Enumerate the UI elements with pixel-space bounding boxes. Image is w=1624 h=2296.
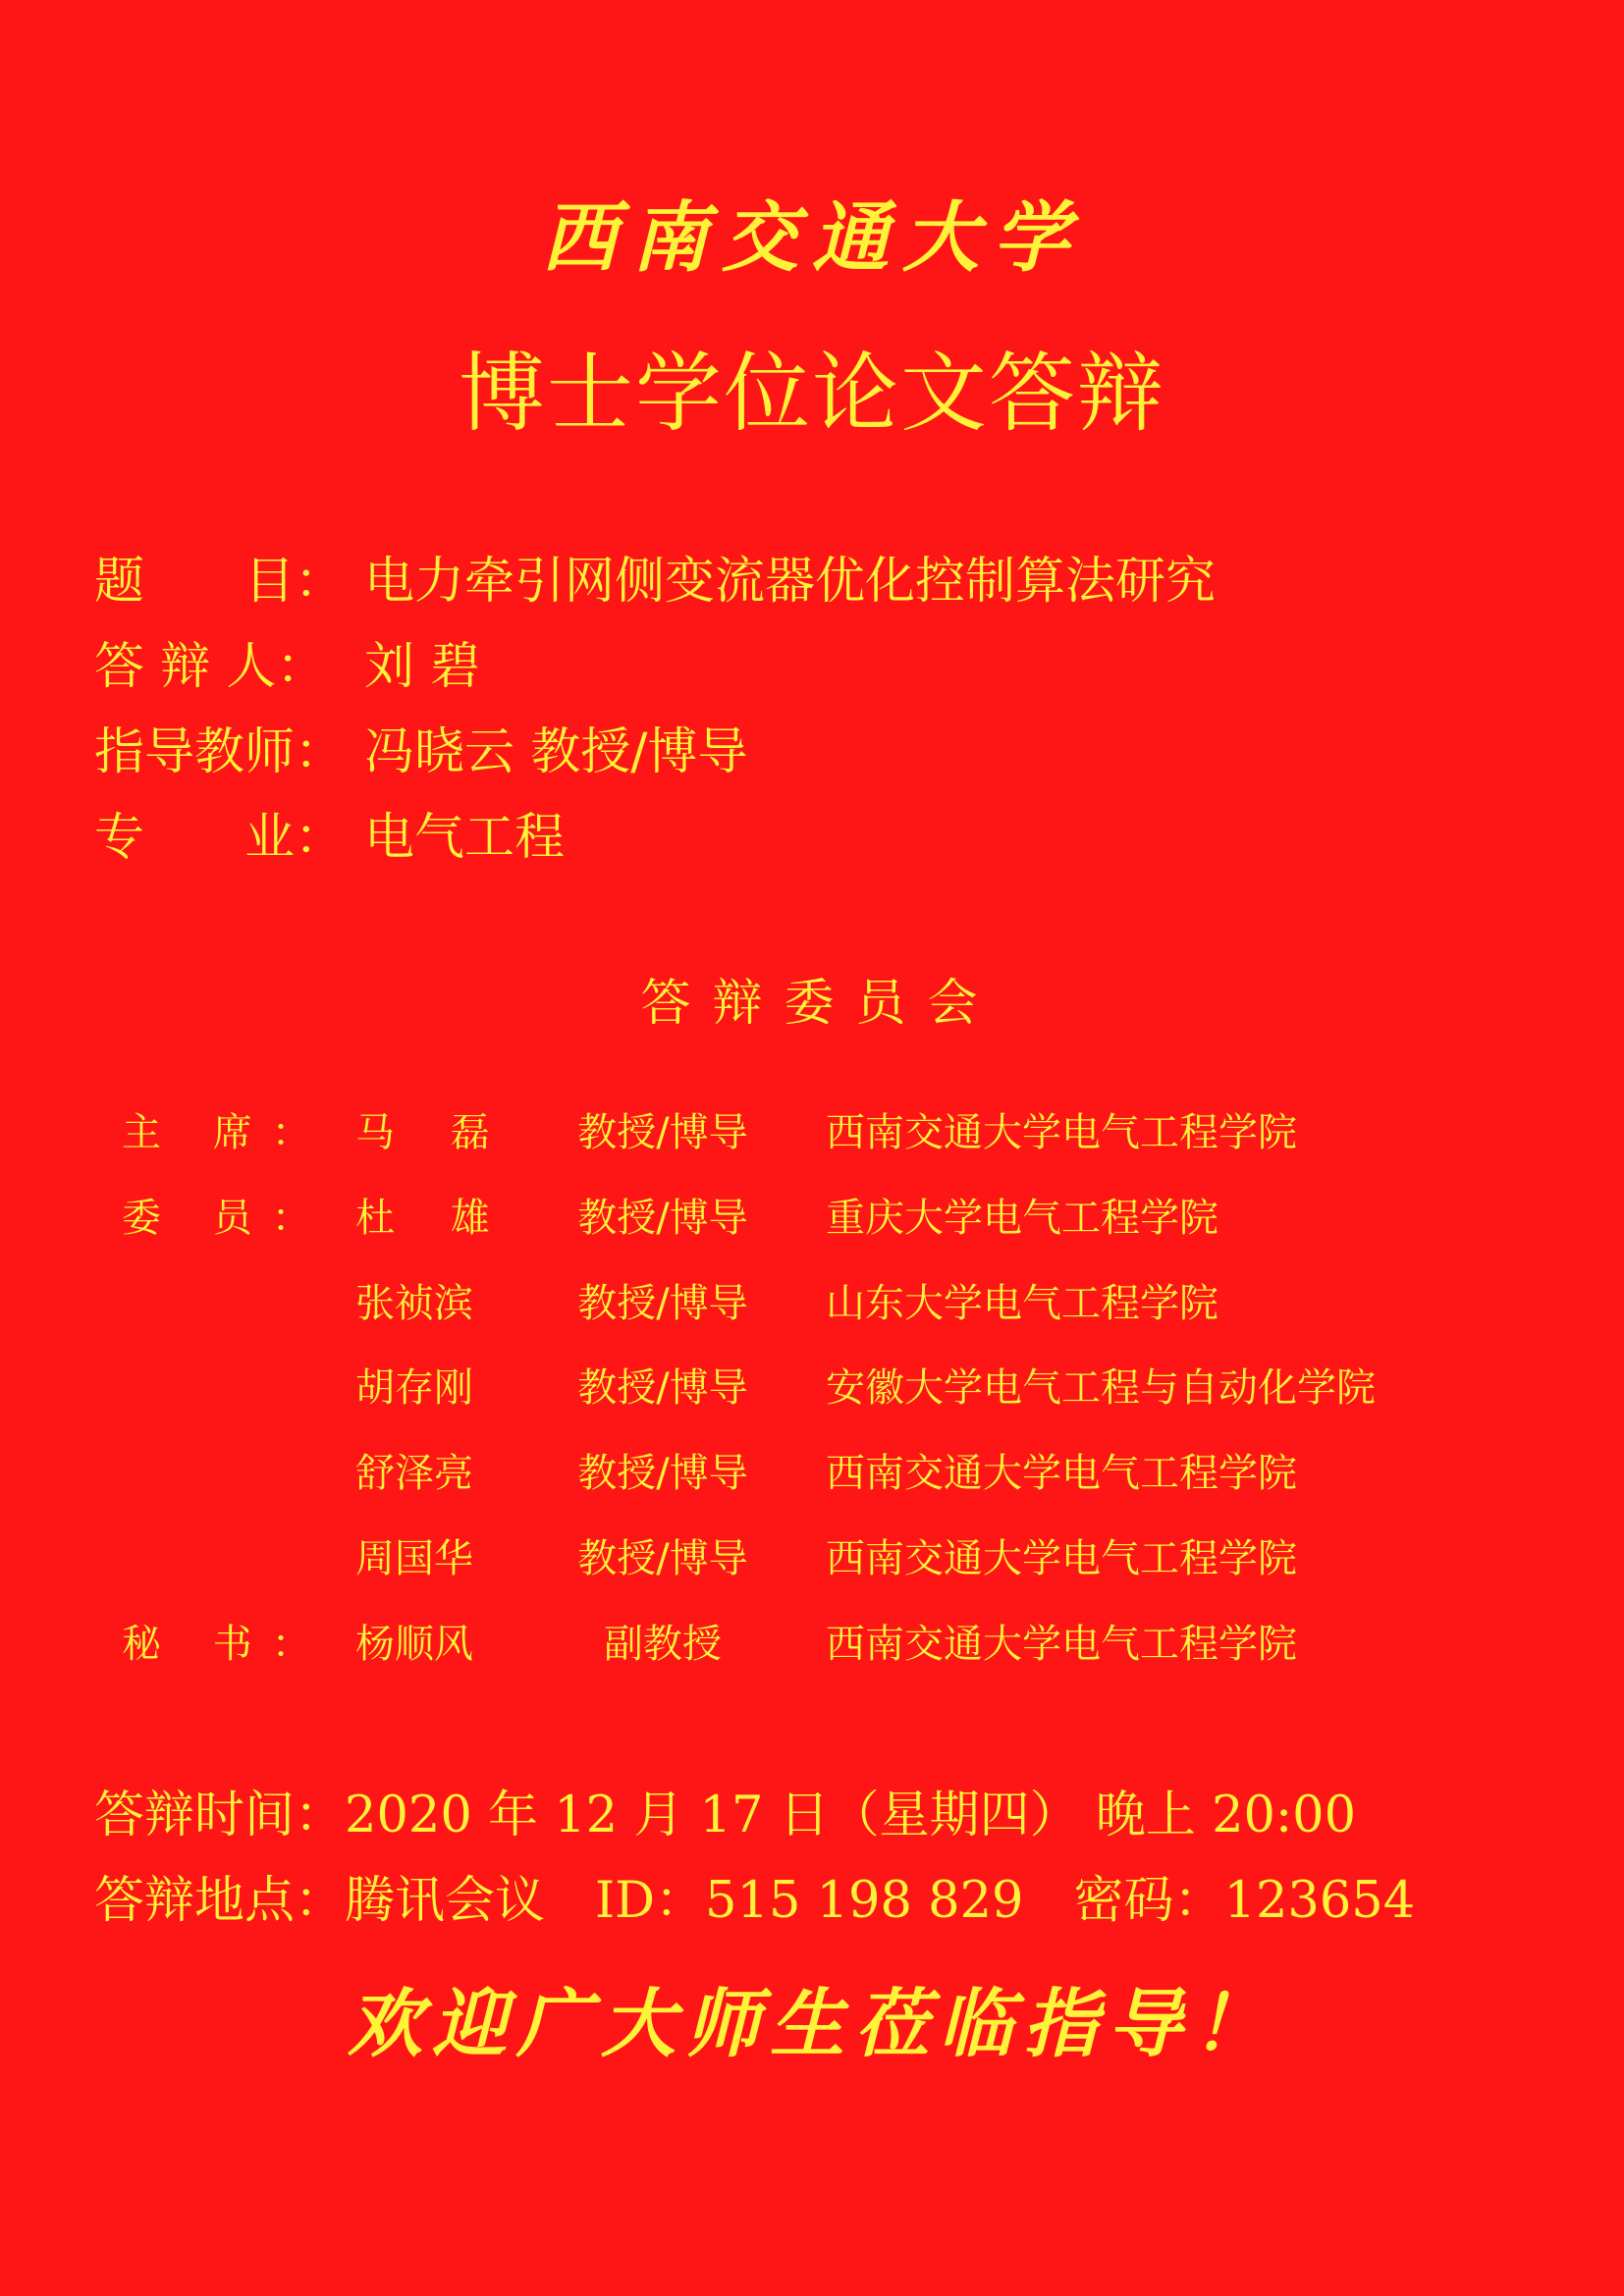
member-title: 教授/博导 [577,1196,748,1241]
info-label: 题 目： [94,553,346,611]
place-value: 腾讯会议 ID：515 198 829 密码：123654 [345,1872,1416,1930]
info-value: 刘 碧 [364,638,481,696]
defense-location [94,1867,1415,1936]
committee-heading: 答辩委员会 [640,975,1000,1033]
member-affiliation: 安徽大学电气工程与自动化学院 [826,1365,1376,1411]
info-row-supervisor [94,719,747,787]
member-title: 教授/博导 [577,1536,748,1581]
info-row-major [94,804,565,873]
member-name: 周国华 [355,1536,473,1581]
place-label: 答辩地点： [94,1872,346,1930]
member-name: 舒泽亮 [355,1451,473,1496]
member-affiliation: 西南交通大学电气工程学院 [826,1110,1297,1155]
info-row-topic [94,548,1216,616]
info-label: 答 辩 人： [94,638,327,696]
member-name: 张祯滨 [355,1281,473,1326]
member-name: 杨顺风 [355,1622,473,1667]
info-label: 指导教师： [94,723,346,781]
member-title: 教授/博导 [577,1365,748,1411]
info-label: 专 业： [94,809,346,867]
member-title: 教授/博导 [577,1451,748,1496]
committee-row [0,1274,1624,1333]
member-name: 胡存刚 [355,1365,473,1411]
time-value: 2020 年 12 月 17 日（星期四） 晚上 20:00 [345,1787,1357,1844]
info-value: 电气工程 [364,809,566,867]
committee-row [0,1444,1624,1503]
page-title: 博士学位论文答辩 [458,343,1165,444]
defense-time [94,1782,1356,1850]
member-affiliation: 重庆大学电气工程学院 [826,1196,1218,1241]
member-title: 教授/博导 [577,1281,748,1326]
committee-row [0,1529,1624,1588]
info-row-candidate [94,633,480,702]
committee-row [0,1189,1624,1248]
member-title: 副教授 [604,1622,722,1667]
member-affiliation: 西南交通大学电气工程学院 [826,1536,1297,1581]
committee-row [0,1103,1624,1162]
welcome-message: 欢迎广大师生莅临指导！ [348,1980,1276,2067]
member-affiliation: 山东大学电气工程学院 [826,1281,1218,1326]
time-label: 答辩时间： [94,1787,346,1844]
member-affiliation: 西南交通大学电气工程学院 [826,1451,1297,1496]
member-name: 杜 雄 [355,1196,512,1241]
member-affiliation: 西南交通大学电气工程学院 [826,1622,1297,1667]
info-value: 冯晓云 教授/博导 [364,723,748,781]
member-title: 教授/博导 [577,1110,748,1155]
info-value: 电力牵引网侧变流器优化控制算法研究 [364,553,1217,611]
member-role: 主 席： [122,1110,331,1155]
member-role: 委 员： [122,1196,331,1241]
member-role: 秘 书： [122,1622,331,1667]
committee-row [0,1359,1624,1417]
committee-row [0,1615,1624,1674]
university-name: 西南交通大学 [540,193,1083,283]
member-name: 马 磊 [355,1110,512,1155]
